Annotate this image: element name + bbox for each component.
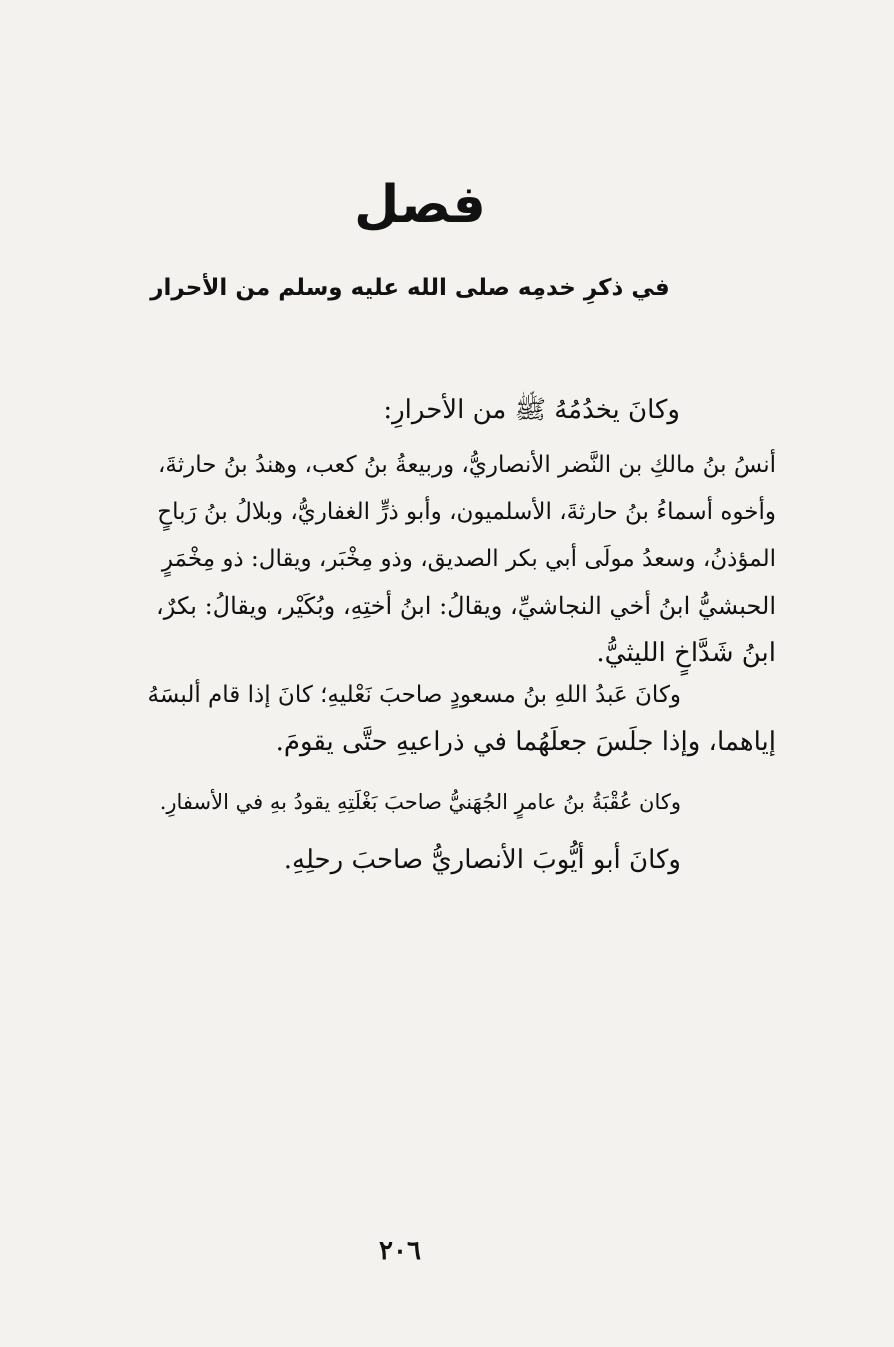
text-line: وكانَ عَبدُ اللهِ بنُ مسعودٍ صاحبَ نَعْليهِ؛ كانَ إذا قام ألبسَهُ: [147, 682, 681, 708]
text-line: ابنُ شَدَّاخٍ الليثيُّ.: [596, 638, 776, 668]
text-line: المؤذنُ، وسعدُ مولَى أبي بكر الصديق، وذو مِخْبَر، ويقال: ذو مِخْمَرٍ: [161, 546, 776, 572]
chapter-subheading: في ذكرِ خدمِه صلى الله عليه وسلم من الأحرار: [150, 275, 670, 301]
text-line: وكانَ يخدُمُهُ ﷺ من الأحرارِ:: [383, 395, 680, 425]
intro-line: [160, 388, 680, 433]
text-line: وأخوه أسماءُ بنُ حارثةَ، الأسلميون، وأبو ذرٍّ الغفاريُّ، وبلالُ بنُ رَباحٍ: [157, 499, 776, 525]
chapter-heading: فصل: [354, 175, 486, 235]
paragraph-4: [136, 838, 776, 885]
text-line: إياهما، وإذا جلَسَ جعلَهُما في ذراعيهِ حتَّى يقومَ.: [275, 727, 776, 757]
text-line: وكان عُقْبَةُ بنُ عامرٍ الجُهَنيُّ صاحبَ بَغْلَتِهِ يقودُ بهِ في الأسفارِ.: [159, 790, 681, 814]
text-line: أنسُ بنُ مالكِ بن النَّضر الأنصاريُّ، وربيعةُ بنُ كعب، وهندُ بنُ حارثةَ،: [157, 452, 776, 478]
paragraph-2: [136, 673, 776, 773]
page-number: ٢٠٦: [379, 1236, 421, 1266]
paragraph-1: [136, 443, 776, 668]
paragraph-3: [136, 780, 776, 827]
text-line: وكانَ أبو أيُّوبَ الأنصاريُّ صاحبَ رحلِهِ.: [283, 845, 681, 875]
text-line: الحبشيُّ ابنُ أخي النجاشيِّ، ويقالُ: ابنُ أختِهِ، وبُكَيْر، ويقالُ: بكرٌ،: [156, 592, 776, 620]
